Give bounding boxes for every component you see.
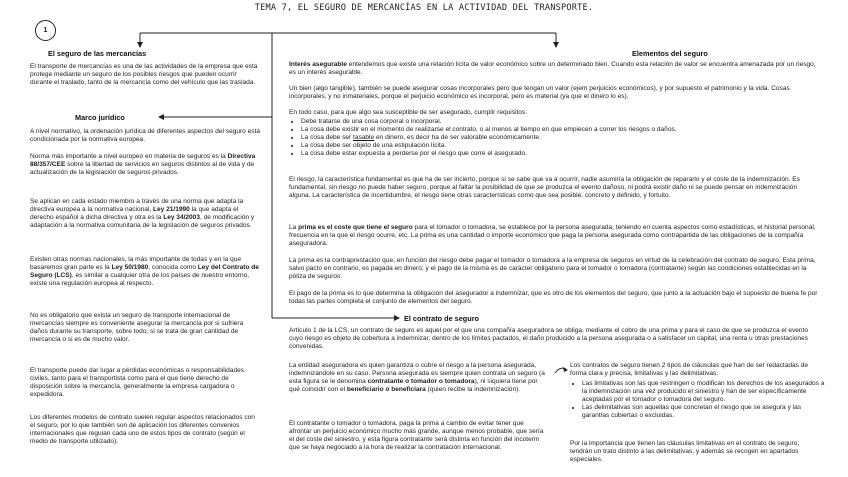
- marco-paragraph-3: Se aplican en cada estado miembro a través de una norma que adapta la directiva europea a la normativa nacional, Ley 21/1990 la que adapta el derecho español a dicha directiva y otra es la Ley 34/2003, de modificación y adaptación a la normativa comunitaria de la legislación de seguros privados.: [30, 198, 255, 230]
- arrowhead-contrato: [394, 315, 400, 321]
- section-number-badge: 1: [35, 20, 56, 41]
- list-item: • La cosa debe ser tasable en dinero, es decir ha de ser valorable económicamente.: [301, 134, 821, 142]
- interes-asegurable-paragraph: Interés asegurable entendemos que existe una relación lícita de valor económico sobre un determinado bien. Cuando esta relación de valor se encuentra amenazada por un riesgo, es un interés asegurable.: [289, 61, 816, 77]
- marco-paragraph-2: Norma más importante a nivel europeo en materia de seguros es la Directiva 88/357/CEE sobre la libertad de servicios en seguros distintos al de vida y de actualización de la legislación de seguros privados.: [30, 153, 256, 177]
- clausulas-list: [570, 380, 828, 420]
- marco-paragraph-6: El transporte puede dar lugar a pérdidas económicas o responsabilidades civiles, tanto para el transportista como para el que tiene derecho de disposición sobre la mercancía, generalmente la empresa cargadora o expedidora.: [30, 367, 244, 399]
- list-item: • La cosa debe estar expuesta a perderse por el riesgo que corre el asegurado.: [301, 150, 821, 158]
- list-item: • Las delimitativas son aquellas que concretan el riesgo que se asegura y las garantías cubiertas o excluidas.: [582, 404, 828, 420]
- arrowhead-elementos: [553, 42, 559, 48]
- entidad-aseguradora-paragraph: La entidad aseguradora es quien garantiza o cubre el riesgo a la persona asegurada, indemnizándole en su caso. Persona asegurada es siempre quien contrata un seguro (a esta figura se le denomina contratante o tomador o tomadora), ni siquiera tiene por qué coincidir con el beneficiario o beneficiara (quien recibe la indemnización).: [289, 362, 545, 394]
- arrowhead-marco: [158, 114, 164, 120]
- requisitos-intro: En todo caso, para que algo sea susceptible de ser asegurado, cumplir requisitos:: [289, 109, 528, 116]
- list-item: • Debe tratarse de una cosa corporal o incorporal.: [301, 118, 821, 126]
- page-title: TEMA 7, EL SEGURO DE MERCANCÍAS EN LA ACTIVIDAD DEL TRANSPORTE.: [254, 3, 594, 13]
- list-item: • La cosa debe existir en el momento de realizarse el contrato, o al menos al tiempo en que empiecen a correr los riesgos o daños.: [301, 126, 821, 134]
- list-item: • La cosa debe ser objeto de una estipulación lícita.: [301, 142, 821, 150]
- bien-paragraph: Un bien (algo tangible), también se puede asegurar cosas incorporales pero que tengan un valor (ejem perjuicios económicos), y por supuesto el patrimonio y la vida. Cosas incorporales, y no inmateriales, porque el perjuicio económico es incorporal, pero es material (ya que el dinero lo es).: [289, 85, 790, 101]
- riesgo-paragraph: El riesgo, la característica fundamental es que ha de ser incierto, porque si se sabe que va a ocurrir, nadie asumiría la obligación de repararlo y el coste de la indemnización. Es fundamental, sin riesgo no puede haber seguro, porque al faltar la posibilidad de que se produzca el evento dañoso, ni podrá existir daño ni se puede pensar en indemnización alguna. La característica de incertidumbre, el riesgo tiene otras características como que sea posible, concreto y definido, y fortuito.: [289, 176, 800, 200]
- marco-paragraph-4: Existen otras normas nacionales, la más importante de todas y en la que basaremos gran parte es la Ley 50/1980, conocida como Ley del Contrato de Seguro (LCS), es similar a cualquier otra de los países de nuestro entorno, existe una regulación europea al respecto.: [30, 256, 259, 288]
- clausulas-intro: Los contratos de seguro tienen 2 tipos de cláusulas que han de ser redactadas de forma clara y precisa, limitativas y las delimitativas.: [570, 362, 809, 378]
- prima-paragraph-1: La prima es el coste que tiene el seguro para el tomador o tomadora, se establece por la persona asegurada, teniendo en cuenta aspectos como estadísticas, el historial personal, frecuencia en la que el riesgo ocurre, etc. La prima es una cantidad o importe económico que paga la persona asegurada como contrapartida de las obligaciones de la compañía aseguradora.: [289, 224, 816, 248]
- heading-contrato-seguro: El contrato de seguro: [404, 314, 480, 323]
- prima-paragraph-2: La prima es la contraprestación que, en función del riesgo debe pagar el tomador o tomadora a la empresa de seguros en virtud de la celebración del contrato de seguro. Esta prima, salvo pacto en contrario, es pagada en dinero; y el pago de la misma es de carácter obligatorio para el tomador o tomadora (contratante) según las condiciones establecidas en la póliza de seguros.: [289, 257, 816, 281]
- arrowhead-seguro: [137, 42, 143, 48]
- prima-paragraph-3: El pago de la prima es lo que determina la obligación del asegurador a indemnizar, que es otro de los elementos del seguro, que junto a la actuación bajo el supuesto de buena fe por todas las partes completa el conjunto de elementos del seguro.: [289, 290, 818, 306]
- contratante-paragraph: El contratante o tomador o tomadora, paga la prima a cambio de evitar tener que afrontar un perjuicio económico mucho más grande, aunque menos probable, que sería el del coste del siniestro, y esta figura contratante será distinta en función del incoterm que se haya negociado a la hora de realizar la contratación internacional.: [289, 420, 544, 452]
- marco-paragraph-5: No es obligatorio que exista un seguro de transporte internacional de mercancías siempre es conveniente asegurar la mercancía por si sufriera daños durante su transporte, sobre todo, si se trata de gran cantidad de mercancía o si es de mucho valor.: [30, 312, 244, 344]
- contrato-paragraph: Artículo 1 de la LCS, un contrato de seguro es aquel por el que una compañía aseguradora se obliga, mediante el cobro de una prima y para el caso de que se produzca el evento cuyo riesgo es objeto de cobertura a indemnizar, dentro de los límites pactados, el daño producido a la persona asegurada o a satisfacer un capital, una renta u otras prestaciones convenidas.: [289, 327, 808, 351]
- heading-elementos-seguro: Elementos del seguro: [632, 49, 708, 58]
- clausulas-final-paragraph: Por la importancia que tienen las cláusulas limitativas en el contrato de seguro, tendrán un trato distinto a las delimitativas, y además se recogen en apartados especiales.: [570, 440, 800, 464]
- list-item: • Las limitativas son las que restringen o modifican los derechos de los asegurados a la indemnización una vez producido el siniestro y han de ser específicamente aceptadas por el tomador o tomadora del seguro.: [582, 380, 828, 404]
- heading-seguro-mercancias: El seguro de las mercancías: [48, 49, 147, 58]
- arrowhead-curved: [563, 367, 568, 372]
- requisitos-list: [289, 118, 821, 158]
- intro-paragraph: El transporte de mercancías es una de las actividades de la empresa que esta protege mediante un seguro de los posibles riesgos que pueden ocurrir durante el traslado, tanto de la mercancía como del vehículo que las traslada.: [30, 63, 258, 87]
- marco-paragraph-7: Los diferentes modelos de contrato suelen regular aspectos relacionados con el seguro, por lo que también son de aplicación los diferentes convenios internacionales que regulan cada uno de estos tipos de contrato (según el medio de transporte utilizado).: [30, 414, 255, 446]
- marco-paragraph-1: A nivel normativo, la ordenación jurídica de diferentes aspectos del seguro está condicionada por la normativa europea.: [30, 128, 261, 144]
- heading-marco-juridico: Marco jurídico: [75, 113, 125, 122]
